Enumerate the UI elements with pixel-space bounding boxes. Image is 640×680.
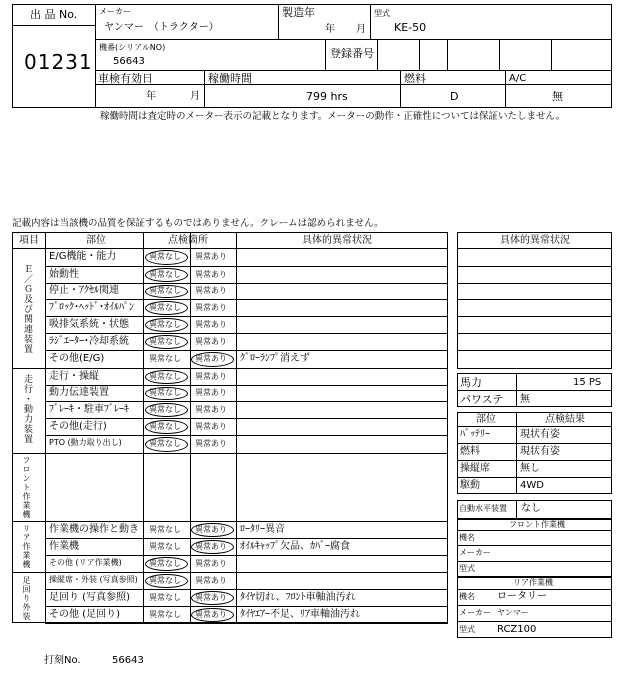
- disclaimer: 記載内容は当該機の品質を保証するものではありません。クレームは認められません。: [12, 218, 384, 229]
- fuel-check-label: 燃料: [460, 446, 480, 457]
- check-abnormal[interactable]: 異常あり: [195, 559, 227, 568]
- row-part: 走行・操縦: [49, 371, 99, 382]
- check-abnormal[interactable]: 異常あり: [195, 337, 227, 346]
- col-check: 点検箇所: [168, 235, 208, 246]
- check-abnormal[interactable]: 異常あり: [195, 422, 227, 431]
- check-normal[interactable]: 異常なし: [149, 372, 181, 381]
- group-drive: 走行・動力装置: [22, 374, 32, 444]
- check-circle-mark: [191, 352, 234, 367]
- check-abnormal[interactable]: 異常あり: [195, 270, 227, 279]
- check-abnormal[interactable]: 異常あり: [195, 388, 227, 397]
- check-abnormal[interactable]: 異常あり: [195, 354, 227, 363]
- group-rear: リア作業機: [22, 524, 31, 569]
- row-part: 作業機の操作と動き: [49, 524, 139, 535]
- inspection-unit-month: 月: [190, 91, 200, 102]
- check-circle-mark: [145, 318, 188, 332]
- row-part: 吸排気系統・状態: [49, 319, 129, 330]
- check-circle-mark: [145, 268, 188, 282]
- row-part: PTO (動力取り出し): [49, 438, 122, 447]
- check-circle-mark: [145, 420, 188, 434]
- check-abnormal[interactable]: 異常あり: [195, 286, 227, 295]
- col-detail: 具体的異常状況: [302, 235, 372, 246]
- check-circle-mark: [145, 335, 188, 349]
- check-abnormal[interactable]: 異常あり: [195, 252, 227, 261]
- check-normal[interactable]: 異常なし: [149, 525, 181, 534]
- hp-label: 馬力: [460, 376, 482, 389]
- check-circle-mark: [145, 557, 188, 571]
- meter-note: 稼働時間は査定時のメーター表示の記載となります。メーターの動作・正確性については保証いたしません。: [100, 111, 566, 122]
- rear-name-value: ロータリー: [497, 591, 547, 602]
- cab-label: 操縦席: [460, 463, 490, 474]
- lot-number: 01231: [24, 50, 93, 74]
- check-normal[interactable]: 異常なし: [149, 303, 181, 312]
- fuel-value: D: [450, 90, 459, 103]
- rear-maker-label: メーカー: [459, 608, 491, 617]
- check-circle-mark: [145, 403, 188, 417]
- fuel-label: 燃料: [404, 72, 426, 85]
- row-part: その他(走行): [49, 421, 107, 432]
- serial-value: 56643: [113, 56, 145, 67]
- check-circle-mark: [191, 591, 234, 605]
- check-abnormal[interactable]: 異常あり: [195, 610, 227, 619]
- group-engine: Ｅ／Ｇ及び関連装置: [22, 264, 32, 354]
- row-detail: ﾀｲﾔｴｱｰ不足、ﾘｱ車軸油汚れ: [240, 609, 360, 620]
- ac-value: 無: [552, 90, 563, 103]
- check-normal[interactable]: 異常なし: [149, 559, 181, 568]
- model-label: 型式: [374, 9, 390, 18]
- cab-value: 無し: [520, 463, 540, 474]
- power-steering-label: パワステ: [460, 393, 504, 406]
- check-circle-mark: [145, 285, 188, 298]
- year-label: 製造年: [282, 6, 315, 19]
- maker-value: ヤンマー （トラクター）: [104, 22, 219, 33]
- check-normal[interactable]: 異常なし: [149, 252, 181, 261]
- check-normal[interactable]: 異常なし: [149, 576, 181, 585]
- front-name-label: 機名: [459, 533, 475, 542]
- row-part: 始動性: [49, 269, 79, 280]
- check-circle-mark: [145, 387, 188, 400]
- leveler-value: なし: [521, 503, 541, 514]
- battery-value: 現状有姿: [520, 429, 560, 440]
- model-value: KE-50: [394, 21, 427, 34]
- check-abnormal[interactable]: 異常あり: [195, 320, 227, 329]
- check-abnormal[interactable]: 異常あり: [195, 405, 227, 414]
- row-detail: ﾛｰﾀﾘｰ異音: [240, 524, 285, 535]
- check-abnormal[interactable]: 異常あり: [195, 439, 227, 448]
- check-abnormal[interactable]: 異常あり: [195, 542, 227, 551]
- check-circle-mark: [145, 370, 188, 384]
- drive-value: 4WD: [520, 480, 544, 491]
- check-normal[interactable]: 異常なし: [149, 422, 181, 431]
- col-part: 部位: [86, 235, 106, 246]
- right-detail-box: [457, 232, 612, 369]
- fuel-check-value: 現状有姿: [520, 446, 560, 457]
- row-detail: ｸﾞﾛｰﾗﾝﾌﾟ消えず: [240, 353, 310, 364]
- check-abnormal[interactable]: 異常あり: [195, 525, 227, 534]
- check-abnormal[interactable]: 異常あり: [195, 576, 227, 585]
- check-circle-mark: [191, 540, 234, 554]
- power-steering-value: 無: [520, 394, 530, 405]
- row-part: 足回り (写真参照): [49, 592, 130, 603]
- check-normal[interactable]: 異常なし: [149, 286, 181, 295]
- check-circle-mark: [191, 523, 234, 537]
- front-implement-title: フロント作業機: [509, 520, 565, 529]
- check-abnormal[interactable]: 異常あり: [195, 303, 227, 312]
- rear-model-label: 型式: [459, 625, 475, 634]
- hours-label: 稼働時間: [208, 72, 252, 85]
- rear-name-label: 機名: [459, 592, 475, 601]
- check-normal[interactable]: 異常なし: [149, 593, 181, 602]
- check-abnormal[interactable]: 異常あり: [195, 372, 227, 381]
- stamp-label: 打刻No.: [44, 655, 81, 666]
- hours-value: 799 hrs: [306, 90, 348, 103]
- row-part: ﾌﾞﾚｰｷ・駐車ﾌﾞﾚｰｷ: [49, 404, 129, 415]
- row-part: ﾌﾞﾛｯｸ･ﾍｯﾄﾞ･ｵｲﾙﾊﾟﾝ: [49, 302, 134, 313]
- front-model-label: 型式: [459, 564, 475, 573]
- serial-label: 機番(シリアルNO): [99, 43, 166, 52]
- check-circle-mark: [145, 250, 188, 265]
- rear-implement-title: リア作業機: [513, 578, 553, 587]
- check-normal[interactable]: 異常なし: [149, 439, 181, 448]
- row-part: 操縦席・外装 (写真参照): [49, 575, 138, 584]
- leveler-label: 自動水平装置: [459, 504, 507, 513]
- drive-label: 駆動: [460, 480, 480, 491]
- check-circle-mark: [145, 437, 188, 452]
- stamp-value: 56643: [112, 655, 144, 666]
- check-circle-mark: [145, 301, 188, 315]
- check-normal[interactable]: 異常なし: [149, 337, 181, 346]
- row-part: ﾗｼﾞｴｰﾀｰ･冷却系統: [49, 336, 129, 347]
- row-part: 動力伝達装置: [49, 387, 109, 398]
- right-detail-title: 具体的異常状況: [500, 235, 570, 246]
- row-part: E/G機能・能力: [49, 251, 117, 262]
- lot-label: 出 品 No.: [30, 8, 78, 21]
- group-exterior: 足回り外装: [22, 576, 31, 621]
- group-front: フロント作業機: [22, 456, 31, 519]
- check-normal[interactable]: 異常なし: [149, 388, 181, 397]
- row-part: その他 (リア作業機): [49, 558, 122, 567]
- battery-label: ﾊﾞｯﾃﾘｰ: [460, 429, 490, 440]
- row-detail: ｵｲﾙｷｬｯﾌﾟ欠品、ｶﾊﾞｰ腐食: [240, 541, 350, 552]
- check-abnormal[interactable]: 異常あり: [195, 593, 227, 602]
- check-normal[interactable]: 異常なし: [149, 610, 181, 619]
- check-normal[interactable]: 異常なし: [149, 354, 181, 363]
- check-normal[interactable]: 異常なし: [149, 270, 181, 279]
- front-maker-label: メーカー: [459, 548, 491, 557]
- inspection-label: 車検有効日: [98, 72, 153, 85]
- hp-value: 15 PS: [573, 377, 602, 388]
- rear-model-value: RCZ100: [497, 624, 537, 635]
- row-part: その他(E/G): [49, 353, 105, 364]
- result-col-label: 点検結果: [545, 414, 585, 425]
- year-unit-month: 月: [356, 24, 366, 35]
- check-normal[interactable]: 異常なし: [149, 405, 181, 414]
- check-circle-mark: [145, 574, 188, 588]
- part-col-label: 部位: [476, 414, 496, 425]
- check-normal[interactable]: 異常なし: [149, 542, 181, 551]
- check-circle-mark: [191, 608, 234, 622]
- row-part: 作業機: [49, 541, 79, 552]
- row-part: その他 (足回り): [49, 609, 120, 620]
- registration-label: 登録番号: [330, 47, 374, 60]
- inspection-unit-year: 年: [146, 91, 156, 102]
- check-normal[interactable]: 異常なし: [149, 320, 181, 329]
- maker-label: メーカー: [99, 7, 131, 16]
- row-part: 停止・ｱｸｾﾙ関連: [49, 285, 119, 296]
- row-detail: ﾀｲﾔ切れ、ﾌﾛﾝﾄ車軸油汚れ: [240, 592, 356, 603]
- col-item: 項目: [19, 235, 39, 246]
- ac-label: A/C: [509, 73, 527, 84]
- year-unit-year: 年: [325, 24, 335, 35]
- rear-maker-value: ヤンマー: [497, 608, 529, 617]
